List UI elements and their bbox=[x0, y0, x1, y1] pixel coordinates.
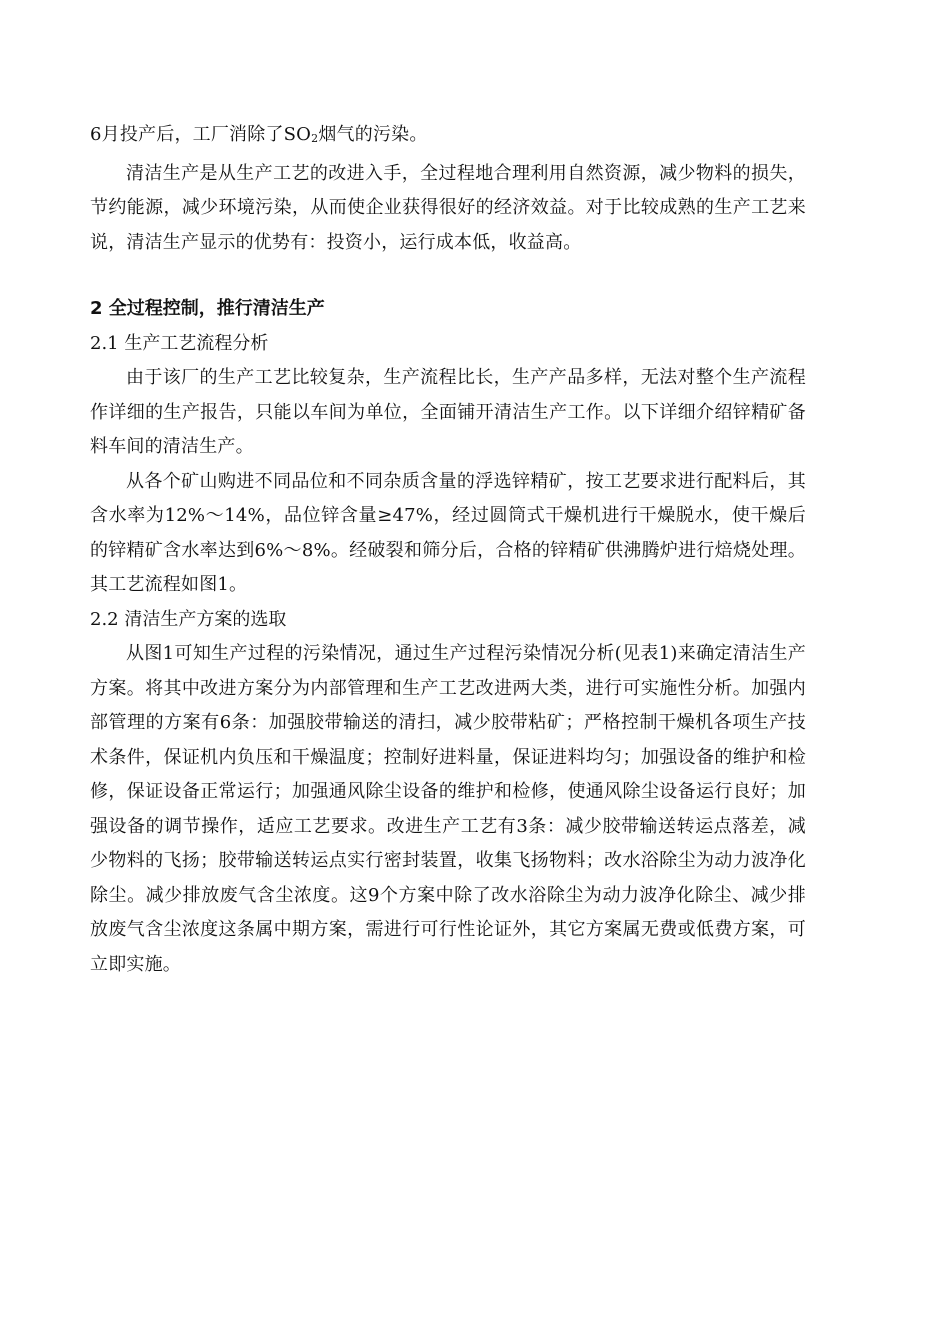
section-2-1-paragraph-2: 从各个矿山购进不同品位和不同杂质含量的浮选锌精矿，按工艺要求进行配料后，其含水率为12%～14%，品位锌含量≥47%，经过圆筒式干燥机进行干燥脱水，使干燥后的锌精矿含水率达到6%～8%。经破裂和筛分后，合格的锌精矿供沸腾炉进行焙烧处理。其工艺流程如图1。 bbox=[90, 470, 806, 595]
intro-text-after: 烟气的污染。 bbox=[318, 124, 428, 145]
intro-line bbox=[90, 118, 806, 157]
section-gap bbox=[90, 260, 806, 292]
section-2-2-heading: 2.2 清洁生产方案的选取 bbox=[90, 608, 287, 630]
paragraph-clean-production: 清洁生产是从生产工艺的改进入手，全过程地合理利用自然资源，减少物料的损失，节约能源，减少环境污染，从而使企业获得很好的经济效益。对于比较成熟的生产工艺来说，清洁生产显示的优势有：投资小，运行成本低，收益高。 bbox=[90, 162, 806, 253]
section-2-1-paragraph-1: 由于该厂的生产工艺比较复杂，生产流程比长，生产产品多样，无法对整个生产流程作详细的生产报告，只能以车间为单位，全面铺开清洁生产工作。以下详细介绍锌精矿备料车间的清洁生产。 bbox=[90, 367, 806, 457]
intro-subscript: 2 bbox=[311, 132, 319, 145]
intro-text-before: 6月投产后，工厂消除了SO bbox=[90, 124, 312, 145]
document-body bbox=[90, 118, 806, 982]
section-2-2-paragraph-1: 从图1可知生产过程的污染情况，通过生产过程污染情况分析(见表1)来确定清洁生产方案。将其中改进方案分为内部管理和生产工艺改进两大类，进行可实施性分析。加强内部管理的方案有6条：加强胶带输送的清扫，减少胶带粘矿；严格控制干燥机各项生产技术条件，保证机内负压和干燥温度；控制好进料量，保证进料均匀；加强设备的维护和检修，保证设备正常运行；加强通风除尘设备的维护和检修，使通风除尘设备运行良好；加强设备的调节操作，适应工艺要求。改进生产工艺有3条：减少胶带输送转运点落差，减少物料的飞扬；胶带输送转运点实行密封装置，收集飞扬物料；改水浴除尘为动力波净化除尘。减少排放废气含尘浓度。这9个方案中除了改水浴除尘为动力波净化除尘、减少排放废气含尘浓度这条属中期方案，需进行可行性论证外，其它方案属无费或低费方案，可立即实施。 bbox=[90, 643, 806, 975]
section-2-1-heading: 2.1 生产工艺流程分析 bbox=[90, 332, 269, 354]
section-2-heading: 2 全过程控制，推行清洁生产 bbox=[90, 298, 325, 319]
